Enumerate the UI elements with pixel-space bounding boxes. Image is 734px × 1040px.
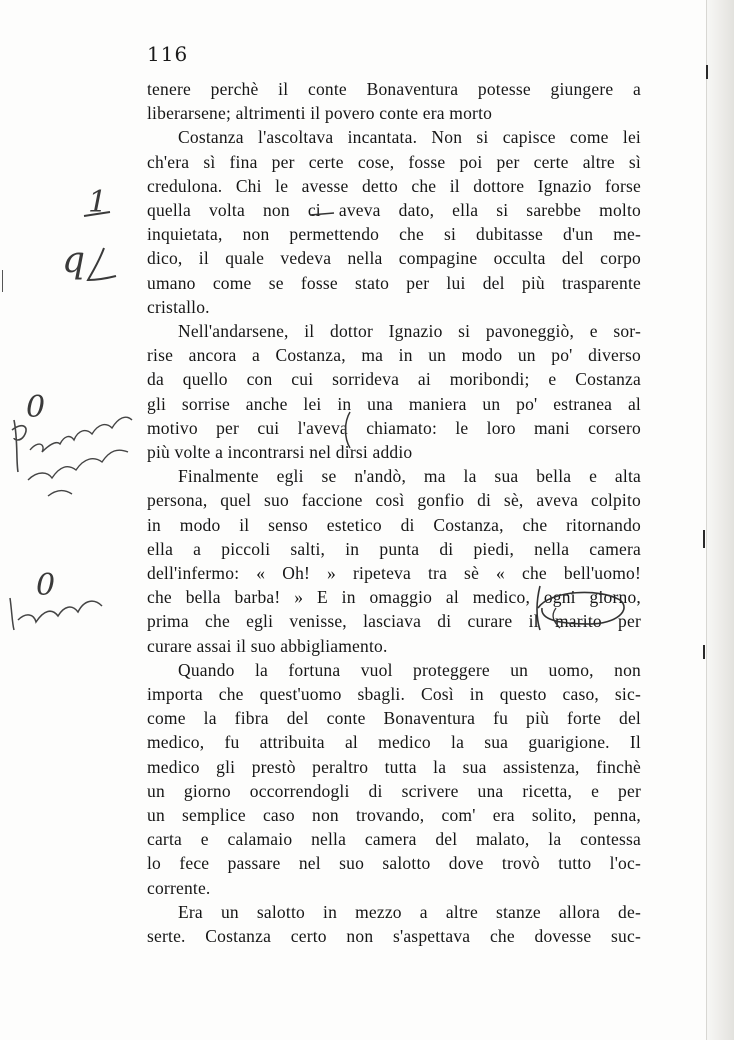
text-line: rise ancora a Costanza, ma in un modo un po' diverso [147, 345, 641, 366]
text-line: Nell'andarsene, il dottor Ignazio si pavoneggiò, e sor- [178, 321, 641, 341]
text-annotation-circle [520, 578, 640, 638]
page-edge [706, 0, 734, 1040]
edge-mark-lower [703, 645, 705, 659]
text-line: più volte a incontrarsi nel dirsi addio [147, 442, 413, 462]
text-line: medico gli prestò peraltro tutta la sua assistenza, finchè [147, 756, 641, 777]
text-line: tenere perchè il conte Bonaventura potesse giungere a [147, 79, 641, 99]
text-line: ella a piccoli salti, in punta di piedi, nella camera [147, 538, 641, 559]
text-line: un semplice caso non trovando, com' era solito, penna, [147, 805, 641, 825]
margin-note-zero-a: 0 [26, 390, 46, 425]
text-line: persona, quel suo faccione così gonfio di sè, aveva colpito [147, 490, 641, 511]
edge-mark-top [706, 65, 708, 79]
page-number: 116 [147, 42, 189, 66]
text-line: Finalmente egli se n'andò, ma la sua bella e alta [178, 466, 641, 487]
margin-scribble-q-hook [80, 242, 120, 292]
text-line: motivo per cui l'aveva chiamato: le loro mani corsero [147, 417, 641, 438]
text-line: ch'era sì fina per certe cose, fosse poi per certe altre sì [147, 151, 641, 172]
edge-mark-middle [703, 530, 705, 548]
text-line: da quello con cui sorrideva ai moribondi; e Costanza [147, 369, 641, 390]
edge-mark-left [2, 270, 3, 292]
text-line: credulona. Chi le avesse detto che il dottore Ignazio forse [147, 175, 641, 196]
margin-handwriting-lower [4, 590, 114, 640]
text-line: medico, fu attribuita al medico la sua guarigione. Il [147, 732, 641, 753]
text-line: quella volta non ci aveva dato, ella si sarebbe molto [147, 200, 641, 220]
text-line: corrente. [147, 877, 211, 898]
margin-note-one: 1 [88, 185, 108, 220]
margin-note-q: q [62, 240, 86, 281]
text-line: un giorno occorrendogli di scrivere una ricetta, e per [147, 780, 641, 801]
text-line: inquietata, non permettendo che si dubitasse d'un me- [147, 224, 641, 245]
text-line: umano come se fosse stato per lui del più trasparente [147, 272, 641, 293]
text-line: importa che quest'uomo sbagli. Così in questo caso, sic- [147, 684, 641, 704]
text-line: Quando la fortuna vuol proteggere un uomo, non [178, 659, 641, 680]
text-line: che bella barba! » E in omaggio al medico, ogni giorno, [147, 587, 641, 608]
text-line: liberarsene; altrimenti il povero conte era morto [147, 103, 493, 124]
text-line: serte. Costanza certo non s'aspettava che dovesse suc- [147, 926, 641, 946]
text-line: dico, il quale vedeva nella compagine occulta del corpo [147, 248, 641, 269]
text-line: dell'infermo: « Oh! » ripeteva tra sè « che bell'uomo! [147, 563, 641, 583]
margin-handwriting-block [8, 400, 138, 510]
margin-note-zero-b: 0 [36, 568, 56, 603]
text-line: Costanza l'ascoltava incantata. Non si capisce come lei [178, 127, 641, 148]
text-line: cristallo. [147, 296, 210, 317]
text-line: in modo il senso estetico di Costanza, che ritornando [147, 514, 641, 535]
text-line: lo fece passare nel suo salotto dove trovò tutto l'oc- [147, 853, 641, 874]
text-line: carta e calamaio nella camera del malato, la contessa [147, 829, 641, 850]
text-line: come la fibra del conte Bonaventura fu più forte del [147, 708, 641, 729]
text-line: Era un salotto in mezzo a altre stanze allora de- [178, 901, 641, 922]
text-annotation-underline-dato [308, 209, 338, 221]
text-line: curare assai il suo abbigliamento. [147, 635, 388, 656]
text-line: prima che egli venisse, lasciava di curare il marito per [147, 611, 641, 632]
text-annotation-bracket [338, 410, 354, 450]
text-line: gli sorrise anche lei in una maniera un po' estranea al [147, 393, 641, 414]
margin-scribble-one-base [80, 206, 120, 226]
